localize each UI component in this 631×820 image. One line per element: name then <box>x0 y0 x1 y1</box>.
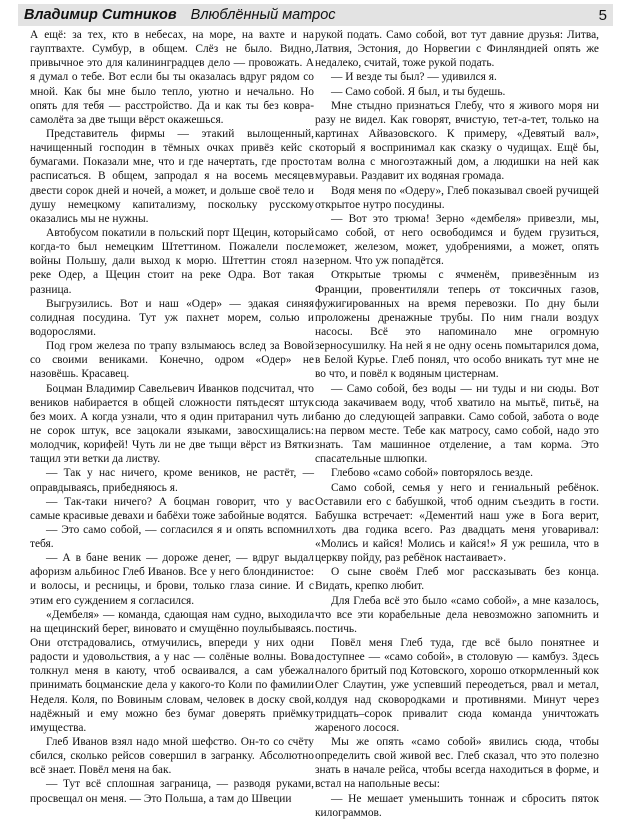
paragraph: — Так-таки ничего? А боцман говорит, что у вас самые красивые девахи и бабёхи тоже забойные водятся. <box>30 495 314 522</box>
paragraph: Выгрузились. Вот и наш «Одер» — эдакая синяя солидная посудина. Тут уж пахнет морем, солью и водорослями. <box>30 297 314 338</box>
paragraph: Мне стыдно признаться Глебу, что я живого моря ни разу не видел. Как говорят, вчистую, тет-а-тет, только на картинах Айвазовского. К примеру, «Девятый вал», который я воспринимал как сказку о чудищах. Ещё бы, там волна с многоэтажный дом, а людишки на ней как муравьи. Раздавит их водяная громада. <box>315 99 599 183</box>
header-author: Владимир Ситников <box>24 7 177 23</box>
paragraph: — Это само собой, — согласился я и опять вспомнил тебя. <box>30 523 314 551</box>
header-book-title: Влюблённый матрос <box>190 7 336 23</box>
paragraph: — Само собой, без воды — ни туды и ни сюды. Вот сюда закачиваем воду, чтоб хватило на мытьё, питьё, на баню до следующей заправки. Само собой, забота о воде на первом месте. Тебе как матросу, само собой, надо это знать. Там машинное отделение, а там корма. Это спасательные шлюпки. <box>315 382 599 466</box>
paragraph: Представитель фирмы — этакий вылощенный, начищенный господин в тёмных очках привёз кейс с бумагами. Показали мне, что и где начертать, где просто расписаться. В общем, запродал я на восемь месяцев двести сорок дней и ночей, а может, и дольше своё тело и душу немецкому капитализму, поскольку русскому оказались мы не нужны. <box>30 127 314 225</box>
left-column <box>30 28 314 806</box>
paragraph: Глебово «само собой» повторялось везде. <box>331 467 533 480</box>
paragraph: — Вот это трюма! Зерно «дембеля» привезли, мы, само собой, от него освободимся и будем грузиться, может, железом, может, удобрениями, а может, опять зерном. Что уж попадётся. <box>315 212 599 268</box>
paragraph: Водя меня по «Одеру», Глеб показывал своей ручищей открытое нутро посудины. <box>315 184 599 211</box>
paragraph: Само собой, семья у него и гениальный ребёнок. Оставили его с бабушкой, чтоб одним съездить в гости. Бабушка встречает: «Дементий наш уже в Бога верит, хоть два годика всего. Раз двадцать меня уговаривал: «Молись и кайся! Молись и кайся!» Я уж решила, что в церкву пойду, раз ребёнок настаивает». <box>315 481 599 565</box>
paragraph: Глеб Иванов взял надо мной шефство. Он-то со счёту сбился, сколько рейсов совершил в загранку. Абсолютно всё знает. Повёл меня на бак. <box>30 736 314 777</box>
paragraph: — Тут всё сплошная заграница, — разводя руками, просвещал он меня. — Это Польша, а там до Швеции <box>30 778 314 805</box>
running-header <box>18 4 613 26</box>
paragraph: рукой подать. Само собой, вот тут давние друзья: Литва, Латвия, Эстония, до Норвегии с Финляндией опять же недалеко, считай, тоже рукой подать. <box>315 29 599 70</box>
paragraph: Открытые трюмы с ячменём, привезённым из Франции, провентиляли теперь от токсичных газов, фужигированных на время перевозки. По дну были проложены дренажные трубы. По ним гнали воздух насосы. Всё это напоминало мне огромную зерносушилку. На ней я не одну осень помытарился дома, в Белой Курье. Глеб понял, что особо вникать тут мне не во что, и повёл к водяным цистернам. <box>315 269 599 381</box>
paragraph: — А в бане веник — дороже денег, — вдруг выдал афоризм альбинос Глеб Иванов. Все у него блондинистое: и волосы, и ресницы, и брови, только глаза синие. И с этим его суждением я согласился. <box>30 552 314 607</box>
paragraph: «Дембеля» — команда, сдающая нам судно, выходила на щецинский берег, виновато и смущённо поулыбываясь. Они отстрадовались, отмучились, впереди у них одни радости и удовольствия, а у нас — солёные волны. Вова толкнул меня в каюту, чтоб осваивался, а сам убежал принимать боцманские дела у какого-то Коли по фамилии Неделя. Коля, по Вовиным словам, человек в доску свой, надёжный и ему можно без бумаг доверять приёмку имущества. <box>30 608 314 734</box>
paragraph: — Не мешает уменьшить тоннаж и сбросить пяток килограммов. <box>315 792 599 819</box>
right-column <box>315 28 599 820</box>
paragraph: — Само собой. Я был, и ты будешь. <box>331 85 506 98</box>
paragraph: А ещё: за тех, кто в небесах, на море, на вахте и на гауптвахте. Сумбур, в общем. Слёз не было. Видно, привычное это для калининградцев дело — провожать. А я думал о тебе. Вот если бы ты оказалась вдруг рядом со мной. Как бы мне было тепло, уютно и нечально. Но опять для тебя — расстройство. Да и как ты без ковра-самолёта за две тыщи вёрст окажешься. <box>30 29 314 126</box>
page-number: 5 <box>598 6 607 24</box>
paragraph: Для Глеба всё это было «само собой», а мне казалось, что все эти корабельные дела невозможно запомнить и постичь. <box>315 594 599 635</box>
paragraph: — Так у нас ничего, кроме веников, не растёт, — оправдываясь, прибедняюсь я. <box>30 467 314 494</box>
paragraph: О сыне своём Глеб мог рассказывать без конца. Видать, крепко любит. <box>315 566 599 593</box>
paragraph: — И везде ты был? — удивился я. <box>331 71 497 84</box>
paragraph: Под гром железа по трапу взлымаюсь вслед за Вовой со своими вениками. Конечно, одром «Одер» не назовёшь. Красавец. <box>30 340 314 381</box>
paragraph: Мы же опять «само собой» явились сюда, чтобы определить свой живой вес. Глеб сказал, что это полезно знать в начале рейса, чтобы всегда находиться в форме, и встал на напольные весы: <box>315 736 599 791</box>
paragraph: Повёл меня Глеб туда, где всё было понятнее и доступнее — «само собой», в столовую — камбуз. Здесь налого бритый под Котовского, хорошо откормленный кок Олег Слаутин, уже успевший переодеться, рвал и метал, колдуя над сковородками и противнями. Минут через тридцать–сорок привалит сюда команда уничтожать жареного лосося. <box>315 637 600 734</box>
paragraph: Автобусом покатили в польский порт Щецин, который когда-то был немецким Штеттином. Пожалели после войны Польшу, дали выход к морю. Штеттин стоял на реке Одер, а Щецин стоит на реке Одра. Вот такая разница. <box>30 226 314 296</box>
paragraph: Боцман Владимир Савельевич Иванков подсчитал, что веников набирается в общей сложности пятьдесят штук без моих. А когда узнали, что я один притаранил чуть ли не сорок штук, все зацокали языками, завосхищались: молодчик, корифей! Чуть ли не две тыщи вёрст из Вятки тащил эти ветки да листву. <box>30 382 314 466</box>
